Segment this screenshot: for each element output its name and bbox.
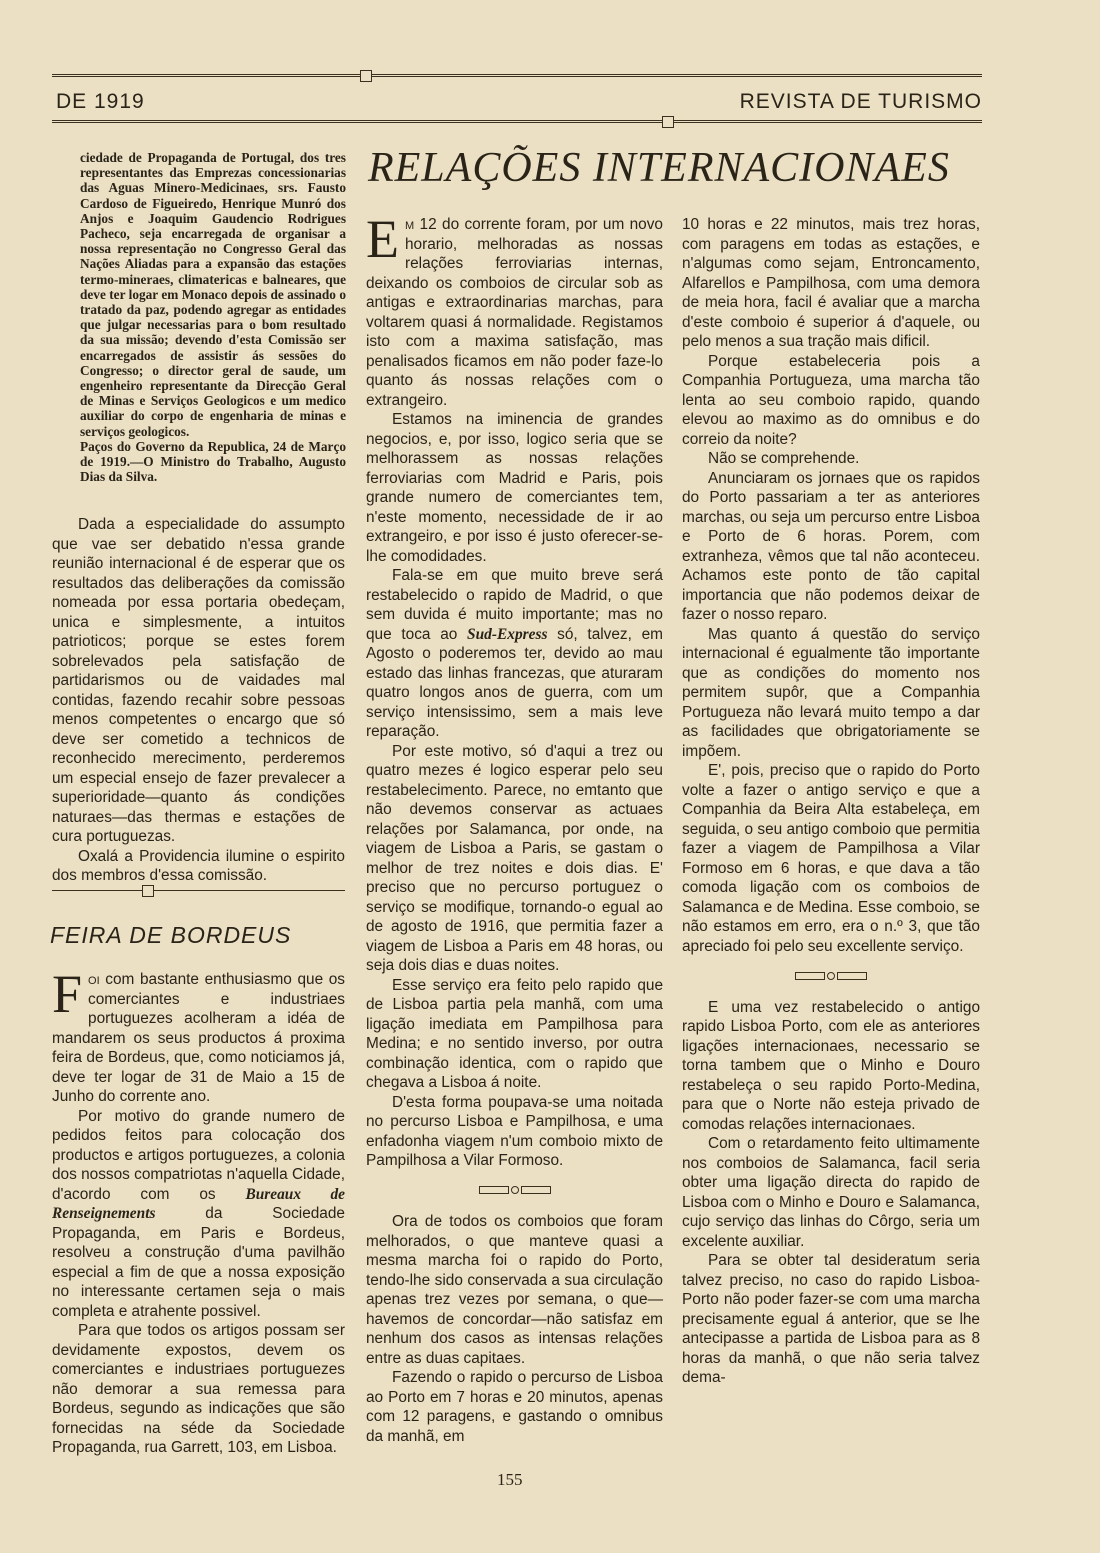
paragraph: Não se comprehende.	[708, 450, 860, 467]
section-divider	[52, 890, 345, 891]
column-right	[682, 215, 980, 1388]
italic-phrase: Sud-Express	[467, 625, 548, 643]
paragraph: E uma vez restabelecido o antigo rapido Lisboa Porto, com ele as anteriores ligações internacionaes, necessario se torna tambem que o Minho e Douro restabeleça o seu rapido Porto-Medina, para que o Norte não esteja privado de comodas relações internacionaes.	[682, 998, 980, 1133]
header-bottom-rule	[52, 120, 982, 123]
drop-cap: E	[366, 209, 399, 269]
rule-ornament	[662, 116, 674, 128]
section-ornament	[366, 1181, 663, 1201]
top-rule	[52, 74, 982, 77]
paragraph: Estamos na iminencia de grandes negocios, e, por isso, logico seria que se melhorassem as nossas relações ferroviarias com Madrid e Paris, pois grande numero de comerciantes tem, n'este momento, necessidade de ir ao extrangeiro, e por isso é justo oferecer-se-lhe comodidades.	[366, 411, 663, 565]
divider-ornament	[142, 885, 154, 897]
decree-text	[80, 150, 346, 484]
paragraph	[52, 1107, 345, 1322]
paragraph-text: 12 do corrente foram, por um novo horario, melhoradas as nossas relações ferroviarias internas, deixando os comboios de circular sob as antigas e extraordinarias marchas, para voltarem quasi á normalidade. Registamos isto com a maxima satisfação, mas penalisados ficamos em não poder faze-lo quanto ás nossas relações com o extrangeiro.	[366, 216, 663, 409]
paragraph	[366, 566, 663, 742]
paragraph: Com o retardamento feito ultimamente nos comboios de Salamanca, facil seria obter uma ligação directa do rapido de Lisboa com o Minho e Douro e Salamanca, cujo serviço das linhas do Côrgo, seria um excelente auxiliar.	[682, 1135, 980, 1250]
paragraph: 10 horas e 22 minutos, mais trez horas, com paragens em todas as estações, e n'algumas como sejam, Entroncamento, Alfarellos e Pampilhosa, com uma demora de meia hora, facil é avaliar que a marcha d'este comboio é superior á d'aquele, ou pelo menos a sua tração mais dificil.	[682, 216, 980, 350]
paragraph: Para se obter tal desideratum seria talvez preciso, no caso do rapido Lisboa-Porto não poder fazer-se com uma marcha precisamente egual á anterior, que se lhe antecipasse a partida de Lisboa para as 8 horas da manhã, o que não seria talvez dema-	[682, 1252, 980, 1386]
lead-word: oi	[88, 971, 100, 988]
section-title-feira: FEIRA DE BORDEUS	[50, 922, 292, 948]
paragraph: Porque estabeleceria pois a Companhia Portugueza, uma marcha tão lenta ao seu comboio rapido, quando elevou ao maximo as do omnibus e do correio da noite?	[682, 352, 980, 448]
column-middle	[366, 209, 663, 1446]
italic-phrase: Bureaux de Renseignements	[52, 1185, 345, 1222]
paragraph: Anunciaram os jornaes que os rapidos do Porto passariam a ter as anteriores marchas, ou seja um percurso entre Lisboa e Porto de 6 horas. Porem, com extranheza, vêmos que tal não aconteceu. Achamos este ponto de tão capital importancia que não podemos deixar de fazer o nosso reparo.	[682, 469, 980, 623]
page-number: 155	[497, 1470, 523, 1489]
paragraph: Ora de todos os comboios que foram melhorados, o que manteve quasi a mesma marcha foi o rapido do Porto, tendo-lhe sido conservada a sua circulação apenas trez vezes por semana, o que—havemos de concordar—não satisfaz em nenhum dos casos as intensas relações entre as duas capitaes.	[366, 1213, 663, 1367]
paragraph: D'esta forma poupava-se uma noitada no percurso Lisboa e Pampilhosa, e uma enfadonha viagem n'um comboio mixto de Pampilhosa a Vilar Formoso.	[366, 1093, 663, 1169]
paragraph-text: com bastante enthusiasmo que os comerciantes e industriaes portuguezes acolheram a idéa de mandarem os seus productos á proxima feira de Bordeus, que, como noticiamos já, deve ter logar de 31 de Maio a 15 de Junho do corrente ano.	[52, 971, 345, 1105]
column-left	[52, 515, 345, 886]
article-title: RELAÇÕES INTERNACIONAES	[368, 145, 950, 191]
section-ornament	[682, 966, 980, 986]
running-head-left: DE 1919	[56, 90, 145, 113]
paragraph: Dada a especialidade do assumpto que vae ser debatido n'essa grande reunião internacional é de esperar que os resultados das deliberações da comissão nomeada por essa portaria obedeçam, unica e simplesmente, a intuitos patrioticos; porque se estes forem sobrelevados pela satisfação de partidarismos ou de vaidades mal contidas, fazendo recahir sobre pessoas menos competentes o encargo que só deve ser cometido a technicos de reconhecido merecimento, perderemos um especial ensejo de fazer prevalecer a superioridade—quanto ás condições naturaes—das thermas e estações de cura portuguezas.	[52, 516, 345, 845]
decree-paragraph: ciedade de Propaganda de Portugal, dos tres representantes das Emprezas concessionarias das Aguas Minero-Medicinaes, srs. Fausto Cardoso de Figueiredo, Henrique Munró dos Anjos e Joaquim Gaudencio Rodrigues Pacheco, seja encarregada de organisar a nossa representação no Congresso Geral das Nações Aliadas para a expansão das estações termo-mineraes, climatericas e balneares, que deve ter logar em Monaco depois de assinado o tratado da paz, podendo agregar as entidades que julgar necessarias para o bom resultado da sua missão; devendo d'esta Comissão ser encarregados de assistir ás sessões do Congresso; o director geral de saude, um engenheiro representante da Direcção Geral de Minas e Serviços Geologicos e um medico auxiliar do corpo de engenharia de minas e serviços geologicos.	[80, 150, 346, 439]
decree-signature: Paços do Governo da Republica, 24 de Março de 1919.—O Ministro do Trabalho, Augusto Dias da Silva.	[80, 438, 346, 485]
paragraph-text: Fala-se em que muito breve será restabelecido o rapido de Madrid, o que sem duvida é muito importante; mas no que toca ao	[366, 567, 663, 643]
paragraph: Mas quanto á questão do serviço internacional é egualmente tão importante que as condições do momento nos permitem supôr, que a Companhia Portugueza não levará muito tempo a dar as facilidades que obrigatoriamente se impõem.	[682, 625, 980, 760]
lead-word: m	[405, 216, 415, 233]
rule-ornament	[360, 70, 372, 82]
paragraph	[52, 964, 345, 1107]
paragraph-text: Por motivo do grande numero de pedidos feitos para colocação dos productos e artigos portuguezes, a colonia dos nossos compatriotas n'aquella Cidade, d'acordo com os	[52, 1107, 345, 1203]
drop-cap: F	[52, 964, 83, 1024]
paragraph	[366, 209, 663, 410]
paragraph: Oxalá a Providencia ilumine o espirito dos membros d'essa comissão.	[52, 847, 345, 884]
paragraph: E', pois, preciso que o rapido do Porto volte a fazer o antigo serviço e que a Companhia da Beira Alta estabeleça, em seguida, o seu antigo comboio que permitia fazer a viagem de Pampilhosa a Vilar Formoso em 6 horas, e que dava a tão comoda ligação com os comboios de Salamanca e de Medina. Esse comboio, se não estamos em erro, era o n.º 3, que tão apreciado foi pelo seu excellente serviço.	[682, 762, 980, 955]
paragraph: Para que todos os artigos possam ser devidamente expostos, devem os comerciantes e industriaes portuguezes não demorar a sua remessa para Bordeus, segundo as indicações que são fornecidas na séde da Sociedade Propaganda, rua Garrett, 103, em Lisboa.	[52, 1322, 345, 1456]
paragraph: Por este motivo, só d'aqui a trez ou quatro mezes é logico esperar pelo seu restabelecimento. Parece, no emtanto que não devemos conservar as actuaes relações por Salamanca, por onde, na viagem de Lisboa a Paris, se gastam o melhor de trez noites e dois dias. E' preciso que no percurso portuguez o serviço se modifique, tornando-o egual ao de agosto de 1916, que permitia fazer a viagem de Lisboa a Paris em 48 horas, ou seja dois dias e duas noites.	[366, 742, 663, 974]
paragraph-text: da Sociedade Propaganda, em Paris e Bordeus, resolveu a construção d'uma pavilhão especial a fim de que a nossa exposição no interessante certamen seja o mais completa e atrahente possivel.	[52, 1205, 345, 1320]
paragraph: Esse serviço era feito pelo rapido que de Lisboa partia pela manhã, com uma ligação imediata em Pampilhosa para Medina; e no sentido inverso, por outra combinação identica, com o rapido que chegava a Lisboa á noite.	[366, 976, 663, 1091]
running-head-right: REVISTA DE TURISMO	[739, 90, 982, 113]
paragraph-text: só, talvez, em Agosto o poderemos ter, devido ao mau estado das linhas francezas, que aturaram quatro longos anos de guerra, com um serviço intensissimo, sem a mais leve reparação.	[366, 625, 663, 740]
feira-article	[52, 964, 345, 1458]
paragraph: Fazendo o rapido o percurso de Lisboa ao Porto em 7 horas e 20 minutos, apenas com 12 paragens, e gastando o omnibus da manhã, em	[366, 1369, 663, 1445]
